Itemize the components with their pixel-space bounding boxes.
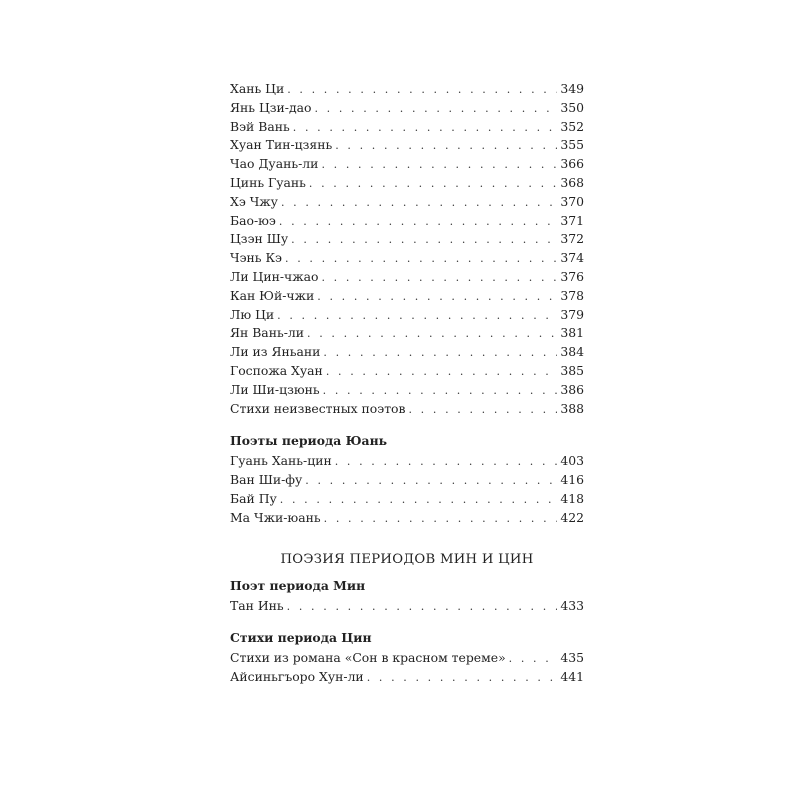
leader-dots	[323, 344, 557, 363]
entry-page: 416	[560, 472, 584, 488]
toc-entry	[230, 490, 584, 509]
entry-title: Стихи из романа «Сон в красном тереме»	[230, 650, 506, 666]
entry-page: 385	[560, 362, 584, 378]
toc-entry	[230, 471, 584, 490]
ming-subheading: Поэт периода Мин	[230, 577, 366, 593]
entry-page: 370	[560, 193, 584, 209]
leader-dots	[317, 288, 557, 307]
entry-title: Ван Ши-фу	[230, 472, 303, 488]
leader-dots	[279, 213, 557, 232]
leader-dots	[307, 325, 557, 344]
entry-page: 418	[560, 490, 584, 506]
leader-dots	[326, 363, 558, 382]
leader-dots	[323, 382, 558, 401]
toc-entry	[230, 287, 584, 306]
entry-page: 381	[560, 325, 584, 341]
entry-page: 376	[560, 268, 584, 284]
entry-page: 435	[560, 650, 584, 666]
toc-entry	[230, 155, 584, 174]
leader-dots	[285, 250, 557, 269]
entry-page: 386	[560, 381, 584, 397]
toc-entry	[230, 324, 584, 343]
leader-dots	[305, 472, 557, 491]
yuan-poets-list	[230, 452, 584, 527]
leader-dots	[335, 137, 557, 156]
toc-entry	[230, 668, 584, 687]
toc-entry	[230, 230, 584, 249]
entry-page: 441	[560, 669, 584, 685]
entry-page: 378	[560, 287, 584, 303]
entry-title: Чао Дуань-ли	[230, 156, 319, 172]
entry-title: Вэй Вань	[230, 118, 290, 134]
entry-page: 366	[560, 156, 584, 172]
toc-entry	[230, 193, 584, 212]
leader-dots	[293, 119, 558, 138]
entry-page: 352	[560, 118, 584, 134]
toc-entry	[230, 174, 584, 193]
entry-title: Ли Ши-цзюнь	[230, 381, 320, 397]
entry-page: 422	[560, 509, 584, 525]
toc-entry	[230, 249, 584, 268]
entry-title: Хуан Тин-цзянь	[230, 137, 333, 153]
leader-dots	[277, 307, 557, 326]
toc-entry	[230, 509, 584, 528]
leader-dots	[408, 401, 557, 420]
leader-dots	[335, 453, 558, 472]
toc-entry	[230, 381, 584, 400]
entry-title: Бао-юэ	[230, 212, 276, 228]
entry-title: Ма Чжи-юань	[230, 509, 321, 525]
entry-page: 368	[560, 174, 584, 190]
entry-title: Айсиньгъоро Хун-ли	[230, 669, 364, 685]
leader-dots	[314, 100, 557, 119]
entry-title: Тан Инь	[230, 597, 284, 613]
entry-title: Ли из Яньани	[230, 344, 321, 360]
entry-page: 349	[560, 81, 584, 96]
entry-title: Хэ Чжу	[230, 193, 278, 209]
table-of-contents	[230, 80, 584, 687]
entry-title: Хань Ци	[230, 81, 285, 96]
toc-entry	[230, 99, 584, 118]
leader-dots	[324, 510, 558, 529]
entry-page: 372	[560, 231, 584, 247]
entry-page: 374	[560, 250, 584, 266]
ming-poets-list	[230, 597, 584, 616]
entry-title: Чэнь Кэ	[230, 250, 282, 266]
entry-title: Цзэн Шу	[230, 231, 289, 247]
entry-page: 388	[560, 400, 584, 416]
toc-entry	[230, 306, 584, 325]
toc-entry	[230, 597, 584, 616]
entry-title: Гуань Хань-цин	[230, 453, 332, 469]
toc-entry	[230, 118, 584, 137]
toc-entry	[230, 80, 584, 99]
entry-title: Ли Цин-чжао	[230, 268, 319, 284]
entry-title: Госпожа Хуан	[230, 362, 323, 378]
entry-page: 371	[560, 212, 584, 228]
entry-title: Янь Цзи-дао	[230, 99, 312, 115]
entry-page: 433	[560, 597, 584, 613]
toc-entry	[230, 343, 584, 362]
section-heading: ПОЭЗИЯ ПЕРИОДОВ МИН И ЦИН	[280, 551, 534, 567]
leader-dots	[509, 650, 558, 669]
toc-entry	[230, 362, 584, 381]
entry-page: 355	[560, 137, 584, 153]
entry-page: 350	[560, 99, 584, 115]
yuan-subheading: Поэты периода Юань	[230, 433, 388, 449]
entry-title: Стихи неизвестных поэтов	[230, 400, 406, 416]
toc-entry	[230, 212, 584, 231]
leader-dots	[291, 231, 557, 250]
leader-dots	[321, 156, 557, 175]
toc-entry	[230, 268, 584, 287]
entry-title: Лю Ци	[230, 306, 275, 322]
leader-dots	[281, 194, 557, 213]
leader-dots	[321, 269, 557, 288]
leader-dots	[367, 669, 558, 688]
qing-subheading: Стихи периода Цин	[230, 630, 372, 646]
toc-entry	[230, 452, 584, 471]
entry-page: 379	[560, 306, 584, 322]
entry-title: Ян Вань-ли	[230, 325, 305, 341]
leader-dots	[287, 598, 558, 617]
leader-dots	[280, 491, 558, 510]
entry-title: Кан Юй-чжи	[230, 287, 315, 303]
leader-dots	[309, 175, 557, 194]
song-poets-list	[230, 80, 584, 418]
entry-page: 403	[560, 453, 584, 469]
toc-entry	[230, 649, 584, 668]
toc-entry	[230, 400, 584, 419]
toc-entry	[230, 136, 584, 155]
entry-page: 384	[560, 344, 584, 360]
qing-poets-list	[230, 649, 584, 687]
leader-dots	[287, 81, 557, 100]
entry-title: Бай Пу	[230, 490, 277, 506]
entry-title: Цинь Гуань	[230, 174, 306, 190]
